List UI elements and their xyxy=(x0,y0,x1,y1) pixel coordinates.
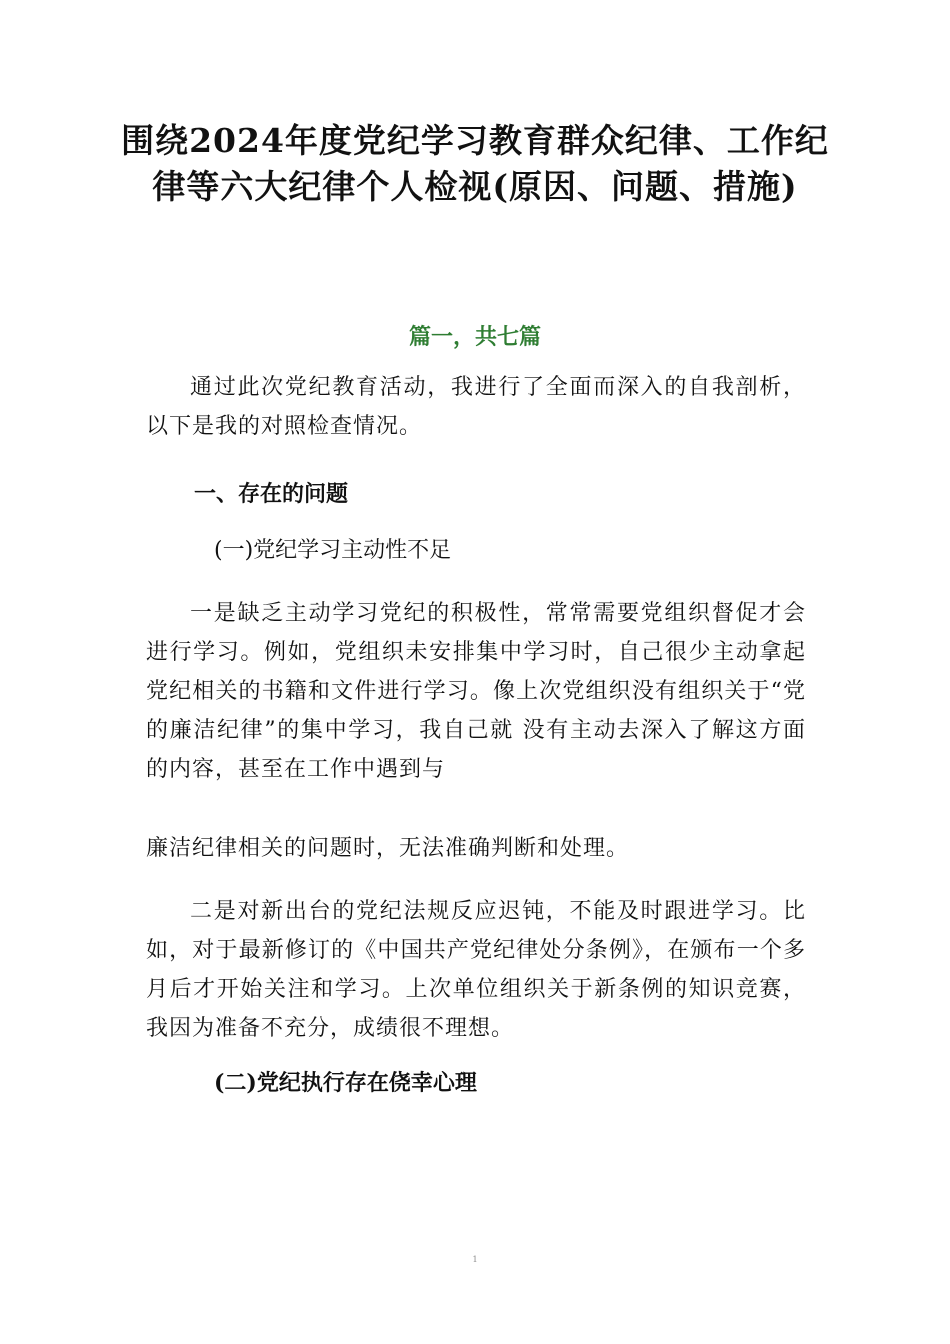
section-heading-problems: 一、存在的问题 xyxy=(194,482,349,507)
paragraph-1-tail: 廉洁纪律相关的问题时，无法准确判断和处理。 xyxy=(146,836,630,861)
paragraph-2: 二是对新出台的党纪法规反应迟钝，不能及时跟进学习。比如，对于最新修订的《中国共产党纪律处分条例》，在颁布一个多月后才开始关注和学习。上次单位组织关于新条例的知识竞赛，我因为准备不充分，成绩很不理想。 xyxy=(146,899,806,1041)
intro-paragraph: 通过此次党纪教育活动，我进行了全面而深入的自我剖析，以下是我的对照检查情况。 xyxy=(146,375,806,439)
subsection-heading-2: (二)党纪执行存在侥幸心理 xyxy=(214,1070,477,1096)
document-title: 围绕2024年度党纪学习教育群众纪律、工作纪律等六大纪律个人检视(原因、问题、措施) xyxy=(121,121,829,206)
paragraph-1: 一是缺乏主动学习党纪的积极性，常常需要党组织督促才会进行学习。例如，党组织未安排集中学习时，自己很少主动拿起党纪相关的书籍和文件进行学习。像上次党组织没有组织关于“党的廉洁纪律”的集中学习，我自己就 没有主动去深入了解这方面的内容，甚至在工作中遇到与 xyxy=(146,601,806,782)
page-number: 1 xyxy=(472,1255,478,1264)
subsection-heading-1: (一)党纪学习主动性不足 xyxy=(214,538,452,563)
document-subtitle: 篇一，共七篇 xyxy=(408,324,541,350)
